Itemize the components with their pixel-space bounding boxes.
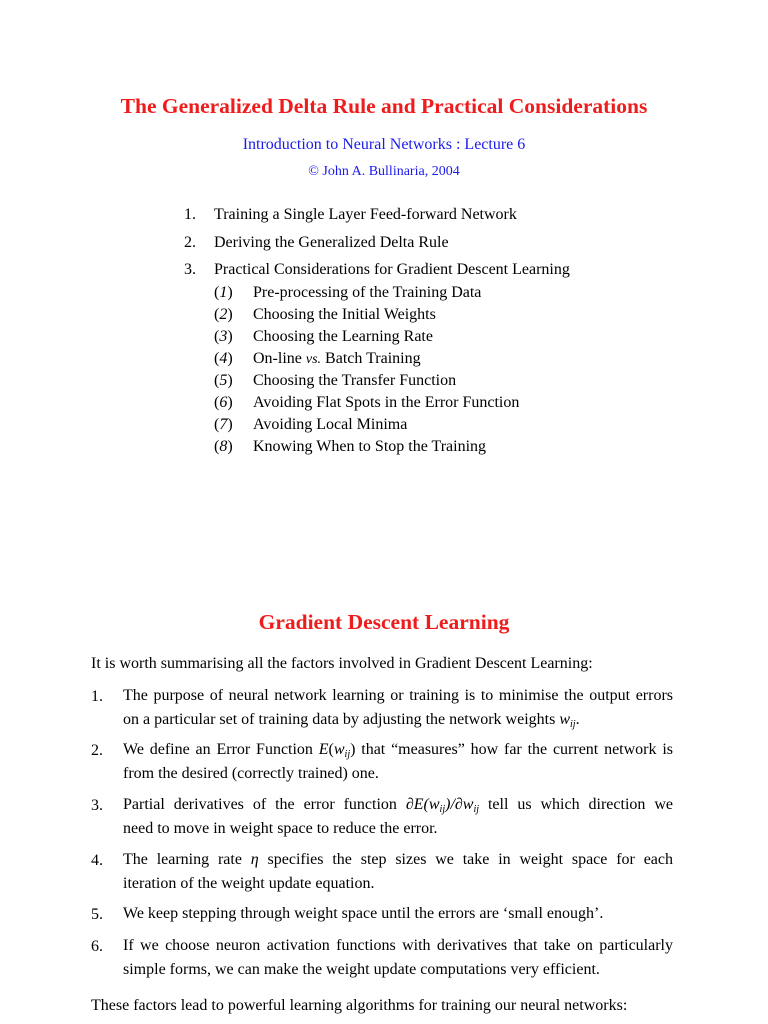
copyright-line: © John A. Bullinaria, 2004 bbox=[308, 164, 460, 179]
toc-subitem-number: (1) bbox=[214, 284, 233, 301]
list-item-number: 6. bbox=[91, 938, 103, 955]
list-item-number: 4. bbox=[91, 852, 103, 869]
toc-subitem: Knowing When to Stop the Training bbox=[253, 438, 487, 455]
list-item-number: 1. bbox=[91, 688, 103, 705]
list-item: Partial derivatives of the error function $\partial E(w_{ij})/\partial w_{ij}$ tell us which direction we need to move in weight space to reduce the error. bbox=[123, 796, 673, 837]
toc-item: Training a Single Layer Feed-forward Network bbox=[214, 206, 517, 223]
toc-subitem: Pre-processing of the Training Data bbox=[253, 284, 482, 301]
toc-item-number: 2. bbox=[184, 234, 196, 251]
list-item: We keep stepping through weight space until the errors are ‘small enough’. bbox=[123, 905, 604, 922]
list-item-number: 3. bbox=[91, 797, 103, 814]
toc-item-number: 3. bbox=[184, 261, 196, 278]
toc-item-number: 1. bbox=[184, 206, 196, 223]
toc-item: Deriving the Generalized Delta Rule bbox=[214, 234, 449, 251]
list-item: We define an Error Function $E(w_{ij})$ that “measures” how far the current network is from the desired (correctly trained) one. bbox=[123, 741, 673, 782]
list-item: The purpose of neural network learning or training is to minimise the output errors on a particular set of training data by adjusting the network weights $w_{ij}$. bbox=[123, 687, 673, 730]
toc-item: Practical Considerations for Gradient Descent Learning bbox=[214, 261, 570, 278]
toc-subitem-number: (2) bbox=[214, 306, 233, 323]
list-item-number: 2. bbox=[91, 742, 103, 759]
section-heading: Gradient Descent Learning bbox=[258, 610, 510, 634]
toc-subitem: On-line vs. Batch Training bbox=[253, 350, 421, 367]
list-item-number: 5. bbox=[91, 906, 103, 923]
list-item: If we choose neuron activation functions with derivatives that take on particularly simple forms, we can make the weight update computations very efficient. bbox=[123, 937, 673, 978]
toc-subitem: Choosing the Learning Rate bbox=[253, 328, 433, 345]
toc-subitem: Avoiding Local Minima bbox=[253, 416, 408, 433]
intro-paragraph: It is worth summarising all the factors involved in Gradient Descent Learning: bbox=[91, 655, 593, 672]
document-title: The Generalized Delta Rule and Practical Considerations bbox=[120, 94, 648, 118]
toc-subitem-number: (5) bbox=[214, 372, 233, 389]
toc-subitem: Choosing the Transfer Function bbox=[253, 372, 457, 389]
list-item: The learning rate η specifies the step sizes we take in weight space for each iteration of the weight update equation. bbox=[123, 851, 673, 892]
toc-subitem-number: (7) bbox=[214, 416, 233, 433]
toc-subitem-number: (6) bbox=[214, 394, 233, 411]
lecture-subtitle: Introduction to Neural Networks : Lecture 6 bbox=[242, 136, 526, 153]
toc-subitem-number: (8) bbox=[214, 438, 233, 455]
closing-paragraph: These factors lead to powerful learning algorithms for training our neural networks: bbox=[91, 997, 628, 1014]
toc-subitem-number: (3) bbox=[214, 328, 233, 345]
toc-subitem-number: (4) bbox=[214, 350, 233, 367]
toc-subitem: Avoiding Flat Spots in the Error Function bbox=[253, 394, 520, 411]
toc-subitem: Choosing the Initial Weights bbox=[253, 306, 436, 323]
